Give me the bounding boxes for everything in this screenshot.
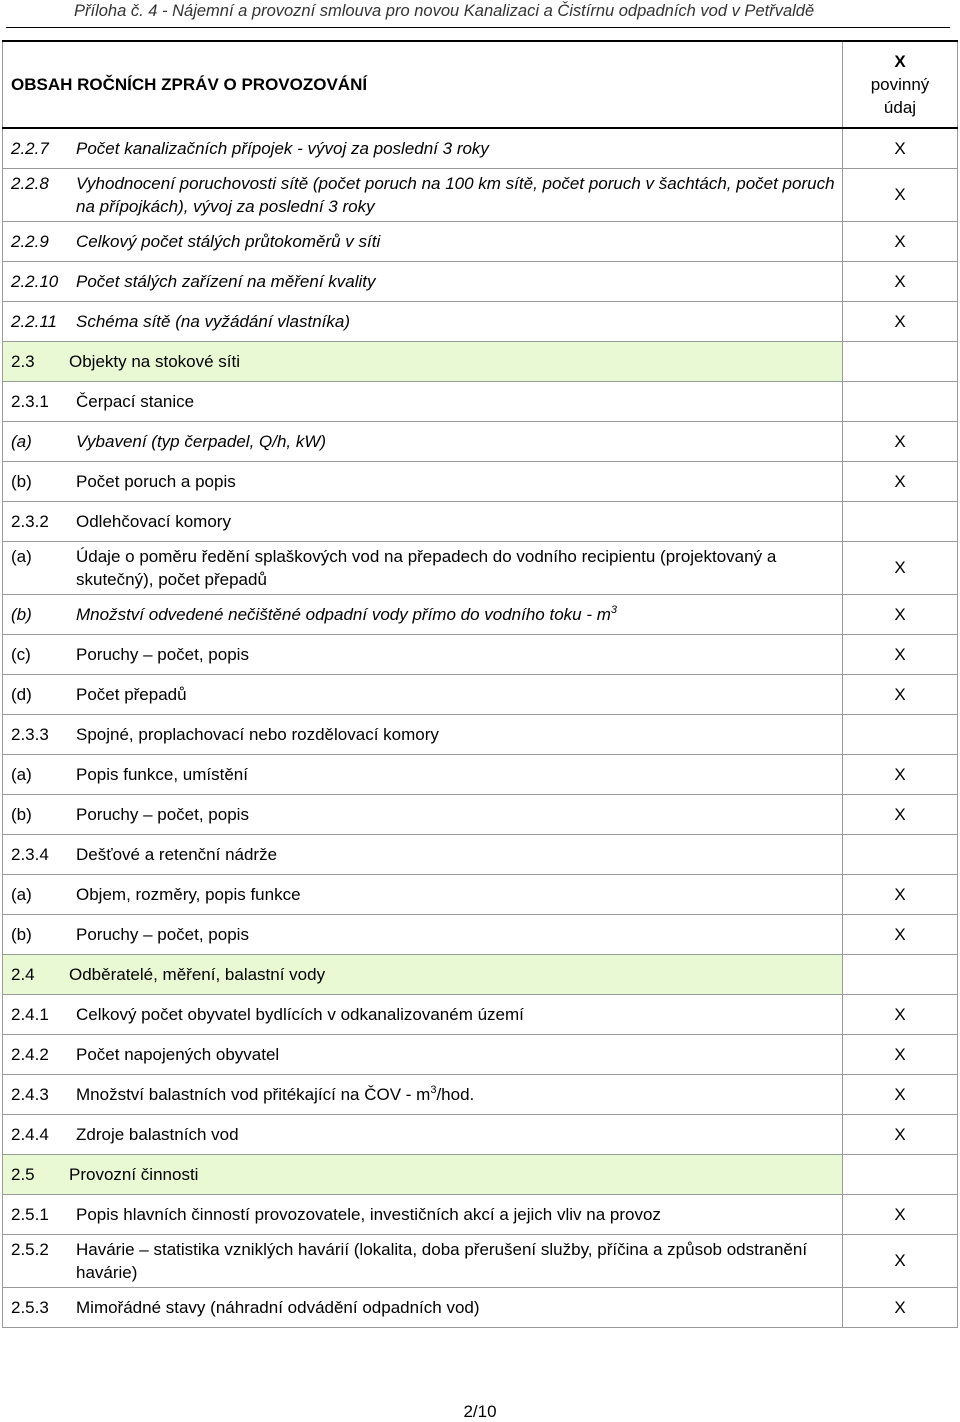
- row-text-main: Poruchy – počet, popis: [76, 644, 249, 664]
- row-text-main: Odběratelé, měření, balastní vody: [69, 964, 326, 984]
- row-text: [76, 1123, 842, 1146]
- row-text: [76, 172, 842, 218]
- row-number: 2.4.4: [11, 1124, 49, 1144]
- table-row: [3, 714, 958, 754]
- row-text: [76, 1203, 842, 1226]
- table-row: [3, 221, 958, 261]
- row-number: 2.3: [11, 351, 35, 371]
- mandatory-mark-cell: X: [843, 541, 958, 594]
- table-row: [3, 754, 958, 794]
- row-text: [69, 963, 842, 986]
- table-row: [3, 1194, 958, 1234]
- row-text-main: Vybavení (typ čerpadel, Q/h, kW): [76, 431, 327, 451]
- row-content: [3, 381, 843, 421]
- row-content: [3, 634, 843, 674]
- mandatory-mark-cell: X: [843, 1074, 958, 1114]
- row-content: [3, 794, 843, 834]
- row-content: [3, 874, 843, 914]
- row-content: [3, 341, 843, 381]
- row-text: [76, 843, 842, 866]
- table-row: [3, 994, 958, 1034]
- row-text-main: Počet kanalizačních přípojek - vývoj za poslední 3 roky: [76, 138, 489, 158]
- mandatory-mark-cell: X: [843, 461, 958, 501]
- row-text-main: Množství odvedené nečištěné odpadní vody přímo do vodního toku - m: [76, 604, 611, 624]
- table-row: [3, 1234, 958, 1287]
- row-text-main: Spojné, proplachovací nebo rozdělovací komory: [76, 724, 439, 744]
- unit-suffix: /hod.: [436, 1084, 475, 1104]
- table-row: [3, 1154, 958, 1194]
- mandatory-mark-cell: X: [843, 594, 958, 634]
- table-row: [3, 1074, 958, 1114]
- row-text: [76, 545, 842, 591]
- row-text-main: Zdroje balastních vod: [76, 1124, 239, 1144]
- row-number: (a): [11, 884, 32, 904]
- row-content: [3, 1114, 843, 1154]
- row-text: [76, 683, 842, 706]
- table-row: [3, 794, 958, 834]
- table-row: [3, 594, 958, 634]
- row-number: (a): [11, 764, 32, 784]
- table-row: [3, 461, 958, 501]
- row-content: [3, 714, 843, 754]
- row-text-main: Odlehčovací komory: [76, 511, 231, 531]
- row-content: [3, 834, 843, 874]
- mandatory-mark-cell: X: [843, 994, 958, 1034]
- row-content: [3, 501, 843, 541]
- table-row: [3, 541, 958, 594]
- row-content: [3, 754, 843, 794]
- mandatory-mark-cell: [843, 341, 958, 381]
- row-number: 2.4.3: [11, 1084, 49, 1104]
- row-text-main: Provozní činnosti: [69, 1164, 199, 1184]
- page-number: 2/10: [463, 1402, 497, 1421]
- row-text: [76, 923, 842, 946]
- mandatory-mark-cell: X: [843, 874, 958, 914]
- mandatory-mark-cell: X: [843, 168, 958, 221]
- row-number: 2.2.11: [11, 311, 58, 331]
- row-text-main: Dešťové a retenční nádrže: [76, 844, 278, 864]
- row-text: [69, 1163, 842, 1186]
- row-text-main: Množství balastních vod přitékající na ČOV - m: [76, 1084, 431, 1104]
- mandatory-mark: X: [894, 52, 906, 71]
- row-text-main: Popis hlavních činností provozovatele, investičních akcí a jejich vliv na provoz: [76, 1204, 661, 1224]
- table-row: [3, 261, 958, 301]
- mandatory-mark-cell: [843, 381, 958, 421]
- row-text-main: Údaje o poměru ředění splaškových vod na přepadech do vodního recipientu (projektovaný a skutečný), počet přepadů: [76, 546, 777, 589]
- table-row: [3, 914, 958, 954]
- mandatory-mark-cell: X: [843, 421, 958, 461]
- row-number: (a): [11, 546, 32, 566]
- row-text-main: Poruchy – počet, popis: [76, 924, 249, 944]
- mandatory-label-line2: údaj: [883, 98, 917, 117]
- header-rule: [6, 27, 950, 28]
- table-row: [3, 341, 958, 381]
- row-content: [3, 594, 843, 634]
- row-text-main: Mimořádné stavy (náhradní odvádění odpadních vod): [76, 1297, 480, 1317]
- row-content: [3, 461, 843, 501]
- row-text-main: Vyhodnocení poruchovosti sítě (počet poruch na 100 km sítě, počet poruch v šachtách, počet poruch na přípojkách), vývoj za poslední 3 roky: [76, 173, 835, 216]
- row-text: [76, 603, 842, 626]
- row-content: [3, 1234, 843, 1287]
- table-row: [3, 301, 958, 341]
- row-text: [76, 1296, 842, 1319]
- row-number: (b): [11, 804, 32, 824]
- row-content: [3, 168, 843, 221]
- row-content: [3, 128, 843, 168]
- row-text-main: Počet stálých zařízení na měření kvality: [76, 271, 376, 291]
- mandatory-mark-cell: X: [843, 634, 958, 674]
- row-content: [3, 1154, 843, 1194]
- table-row: [3, 128, 958, 168]
- mandatory-mark-cell: X: [843, 128, 958, 168]
- row-text: [76, 430, 842, 453]
- row-content: [3, 954, 843, 994]
- row-number: 2.5: [11, 1164, 35, 1184]
- row-text: [76, 230, 842, 253]
- row-number: 2.4: [11, 964, 35, 984]
- row-text: [76, 1003, 842, 1026]
- row-text: [76, 643, 842, 666]
- row-number: 2.2.10: [11, 271, 59, 291]
- row-number: 2.3.4: [11, 844, 49, 864]
- row-number: 2.4.1: [11, 1004, 49, 1024]
- table-row: [3, 1287, 958, 1327]
- row-content: [3, 994, 843, 1034]
- row-number: 2.5.3: [11, 1297, 49, 1317]
- row-text: [76, 137, 842, 160]
- mandatory-mark-cell: X: [843, 914, 958, 954]
- row-number: 2.3.2: [11, 511, 49, 531]
- row-content: [3, 301, 843, 341]
- mandatory-mark-cell: X: [843, 674, 958, 714]
- row-number: (b): [11, 471, 32, 491]
- row-text-main: Celkový počet obyvatel bydlících v odkanalizovaném území: [76, 1004, 524, 1024]
- mandatory-mark-cell: [843, 714, 958, 754]
- mandatory-mark-cell: X: [843, 221, 958, 261]
- row-number: 2.5.1: [11, 1204, 49, 1224]
- row-number: 2.2.8: [11, 173, 49, 193]
- mandatory-mark-cell: [843, 954, 958, 994]
- row-content: [3, 1194, 843, 1234]
- document-header: Příloha č. 4 - Nájemní a provozní smlouva pro novou Kanalizaci a Čistírnu odpadních vod v Petřvaldě: [74, 2, 815, 20]
- row-text-main: Celkový počet stálých průtokoměrů v síti: [76, 231, 381, 251]
- row-number: (b): [11, 924, 32, 944]
- mandatory-mark-cell: X: [843, 1194, 958, 1234]
- row-content: [3, 1034, 843, 1074]
- row-number: (b): [11, 604, 32, 624]
- row-text: [76, 510, 842, 533]
- row-text: [76, 1083, 842, 1106]
- row-text-main: Objem, rozměry, popis funkce: [76, 884, 301, 904]
- row-content: [3, 1287, 843, 1327]
- row-text-main: Havárie – statistika vzniklých havárií (lokalita, doba přerušení služby, příčina a způsob odstranění havárie): [76, 1239, 808, 1282]
- row-text: [76, 470, 842, 493]
- row-text: [69, 350, 842, 373]
- row-number: 2.2.9: [11, 231, 49, 251]
- unit-superscript: 3: [430, 1083, 437, 1096]
- mandatory-mark-cell: X: [843, 261, 958, 301]
- table-heading: OBSAH ROČNÍCH ZPRÁV O PROVOZOVÁNÍ: [3, 41, 843, 128]
- row-number: 2.3.1: [11, 391, 49, 411]
- table-row: [3, 1114, 958, 1154]
- row-text-main: Objekty na stokové síti: [69, 351, 241, 371]
- mandatory-mark-cell: X: [843, 754, 958, 794]
- table-row: [3, 954, 958, 994]
- table-row: [3, 501, 958, 541]
- mandatory-mark-cell: [843, 501, 958, 541]
- row-content: [3, 541, 843, 594]
- mandatory-column-header: [843, 41, 958, 128]
- table-row: [3, 1034, 958, 1074]
- mandatory-label-line1: povinný: [870, 75, 930, 94]
- row-text: [76, 1043, 842, 1066]
- row-content: [3, 261, 843, 301]
- row-text: [76, 723, 842, 746]
- row-text-main: Počet napojených obyvatel: [76, 1044, 280, 1064]
- mandatory-mark-cell: X: [843, 301, 958, 341]
- row-number: 2.3.3: [11, 724, 49, 744]
- table-row: [3, 421, 958, 461]
- mandatory-mark-cell: [843, 834, 958, 874]
- table-row: [3, 381, 958, 421]
- mandatory-mark-cell: X: [843, 1034, 958, 1074]
- row-text: [76, 763, 842, 786]
- row-number: 2.2.7: [11, 138, 49, 158]
- mandatory-mark-cell: X: [843, 1234, 958, 1287]
- row-text: [76, 883, 842, 906]
- row-text-main: Čerpací stanice: [76, 391, 195, 411]
- table-row: [3, 634, 958, 674]
- row-number: 2.4.2: [11, 1044, 49, 1064]
- row-content: [3, 914, 843, 954]
- row-text: [76, 390, 842, 413]
- row-content: [3, 674, 843, 714]
- mandatory-mark-cell: X: [843, 1114, 958, 1154]
- row-text-main: Počet přepadů: [76, 684, 187, 704]
- table-header-row: [3, 41, 958, 128]
- row-number: (c): [11, 644, 31, 664]
- row-content: [3, 221, 843, 261]
- table-row: [3, 674, 958, 714]
- mandatory-mark-cell: X: [843, 1287, 958, 1327]
- mandatory-mark-cell: X: [843, 794, 958, 834]
- row-text: [76, 310, 842, 333]
- row-text: [76, 1238, 842, 1284]
- row-content: [3, 421, 843, 461]
- row-text-main: Popis funkce, umístění: [76, 764, 248, 784]
- mandatory-mark-cell: [843, 1154, 958, 1194]
- table-row: [3, 834, 958, 874]
- row-number: (a): [11, 431, 32, 451]
- row-number: (d): [11, 684, 32, 704]
- row-text-main: Schéma sítě (na vyžádání vlastníka): [76, 311, 351, 331]
- report-contents-table: [2, 40, 958, 1328]
- row-text: [76, 270, 842, 293]
- row-text-main: Počet poruch a popis: [76, 471, 236, 491]
- row-text-main: Poruchy – počet, popis: [76, 804, 249, 824]
- table-row: [3, 168, 958, 221]
- table-row: [3, 874, 958, 914]
- row-content: [3, 1074, 843, 1114]
- row-number: 2.5.2: [11, 1239, 49, 1259]
- unit-superscript: 3: [610, 603, 618, 616]
- row-text: [76, 803, 842, 826]
